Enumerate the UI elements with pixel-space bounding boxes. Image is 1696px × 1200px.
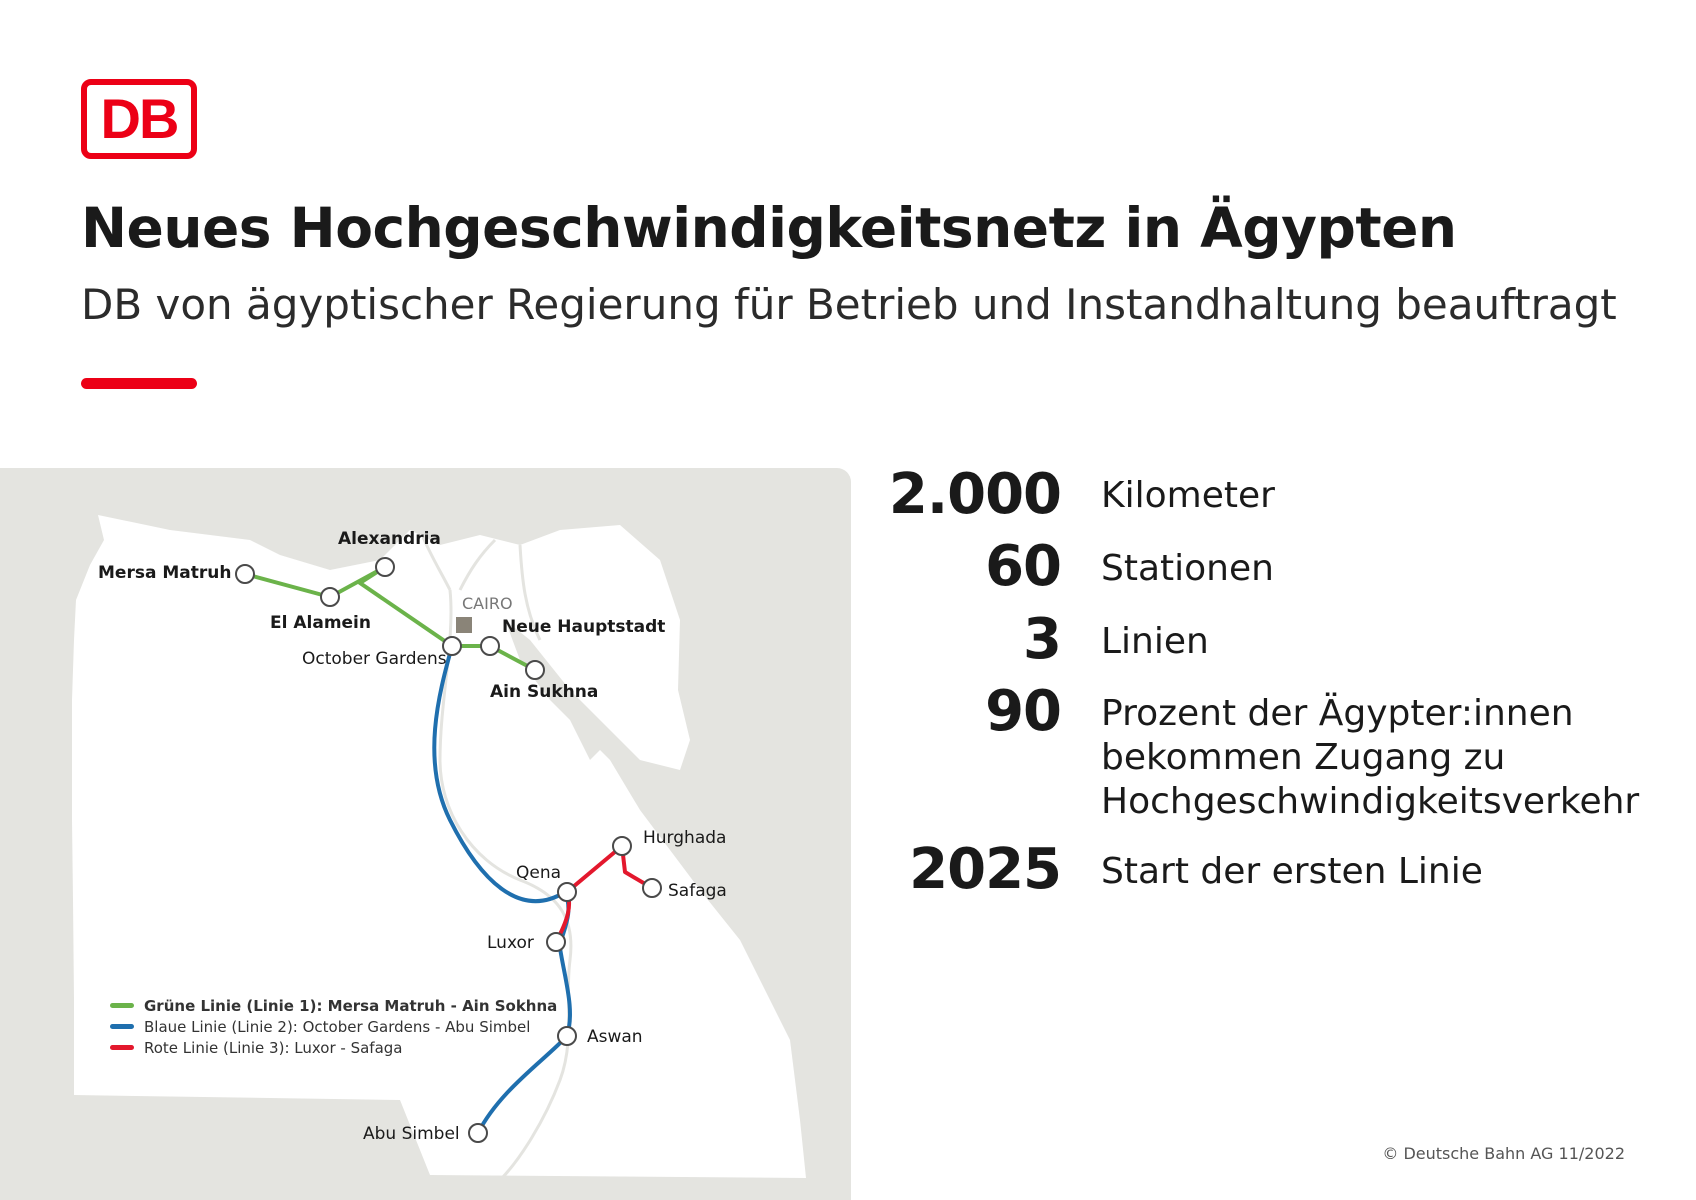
- cairo-marker: [456, 617, 472, 633]
- legend-label-blue: Blaue Linie (Linie 2): October Gardens - Abu Simbel: [144, 1017, 531, 1036]
- label-abu-simbel: Abu Simbel: [363, 1124, 460, 1144]
- legend-swatch-red: [110, 1045, 134, 1050]
- page-title: Neues Hochgeschwindigkeitsnetz in Ägypten: [81, 196, 1457, 260]
- legend-swatch-green: [110, 1003, 134, 1008]
- label-neue-hauptstadt: Neue Hauptstadt: [502, 617, 666, 637]
- label-cairo: CAIRO: [462, 594, 513, 613]
- stat-label-linien: Linien: [1101, 621, 1209, 662]
- label-october-gardens: October Gardens: [302, 649, 447, 669]
- label-luxor: Luxor: [487, 933, 534, 953]
- db-logo-mark: [87, 85, 191, 153]
- station-hurghada[interactable]: [613, 837, 631, 855]
- map-legend: [110, 995, 557, 1058]
- station-ain-sukhna[interactable]: [526, 661, 544, 679]
- egypt-map: [0, 468, 851, 1200]
- station-el-alamein[interactable]: [321, 588, 339, 606]
- legend-item-red: [110, 1037, 557, 1058]
- legend-swatch-blue: [110, 1024, 134, 1029]
- station-neue-hauptstadt[interactable]: [481, 637, 499, 655]
- stat-value-prozent: 90: [985, 679, 1061, 744]
- map-panel: [0, 468, 851, 1200]
- station-qena[interactable]: [558, 883, 576, 901]
- stat-value-stationen: 60: [985, 534, 1061, 599]
- label-safaga: Safaga: [668, 881, 727, 901]
- stat-label-start: Start der ersten Linie: [1101, 851, 1483, 892]
- label-hurghada: Hurghada: [643, 828, 727, 848]
- label-qena: Qena: [516, 863, 562, 883]
- stat-label-prozent: Prozent der Ägypter:innen bekommen Zugang zu Hochgeschwindigkeitsverkehr: [1101, 693, 1640, 822]
- label-mersa-matruh: Mersa Matruh: [98, 563, 232, 583]
- label-alexandria: Alexandria: [338, 529, 441, 549]
- db-logo: [81, 79, 197, 159]
- db-logo-text: DB: [100, 87, 178, 150]
- stat-label-stationen: Stationen: [1101, 548, 1274, 589]
- legend-item-blue: [110, 1016, 557, 1037]
- station-safaga[interactable]: [643, 879, 661, 897]
- legend-item-green: [110, 995, 557, 1016]
- red-accent-bar: [81, 378, 197, 389]
- copyright-notice: © Deutsche Bahn AG 11/2022: [1382, 1144, 1625, 1163]
- label-ain-sukhna: Ain Sukhna: [490, 682, 599, 702]
- stat-value-start: 2025: [909, 837, 1061, 902]
- label-aswan: Aswan: [587, 1027, 643, 1047]
- stat-value-kilometer: 2.000: [888, 462, 1061, 527]
- label-el-alamein: El Alamein: [270, 613, 371, 633]
- stat-value-linien: 3: [1023, 607, 1061, 672]
- legend-label-red: Rote Linie (Linie 3): Luxor - Safaga: [144, 1038, 403, 1057]
- stat-label-kilometer: Kilometer: [1101, 475, 1275, 516]
- page-subtitle: DB von ägyptischer Regierung für Betrieb und Instandhaltung beauftragt: [81, 280, 1617, 329]
- legend-label-green: Grüne Linie (Linie 1): Mersa Matruh - Ain Sokhna: [144, 996, 558, 1015]
- station-luxor[interactable]: [547, 933, 565, 951]
- station-aswan[interactable]: [558, 1027, 576, 1045]
- station-abu-simbel[interactable]: [469, 1124, 487, 1142]
- station-alexandria[interactable]: [376, 558, 394, 576]
- station-mersa-matruh[interactable]: [236, 565, 254, 583]
